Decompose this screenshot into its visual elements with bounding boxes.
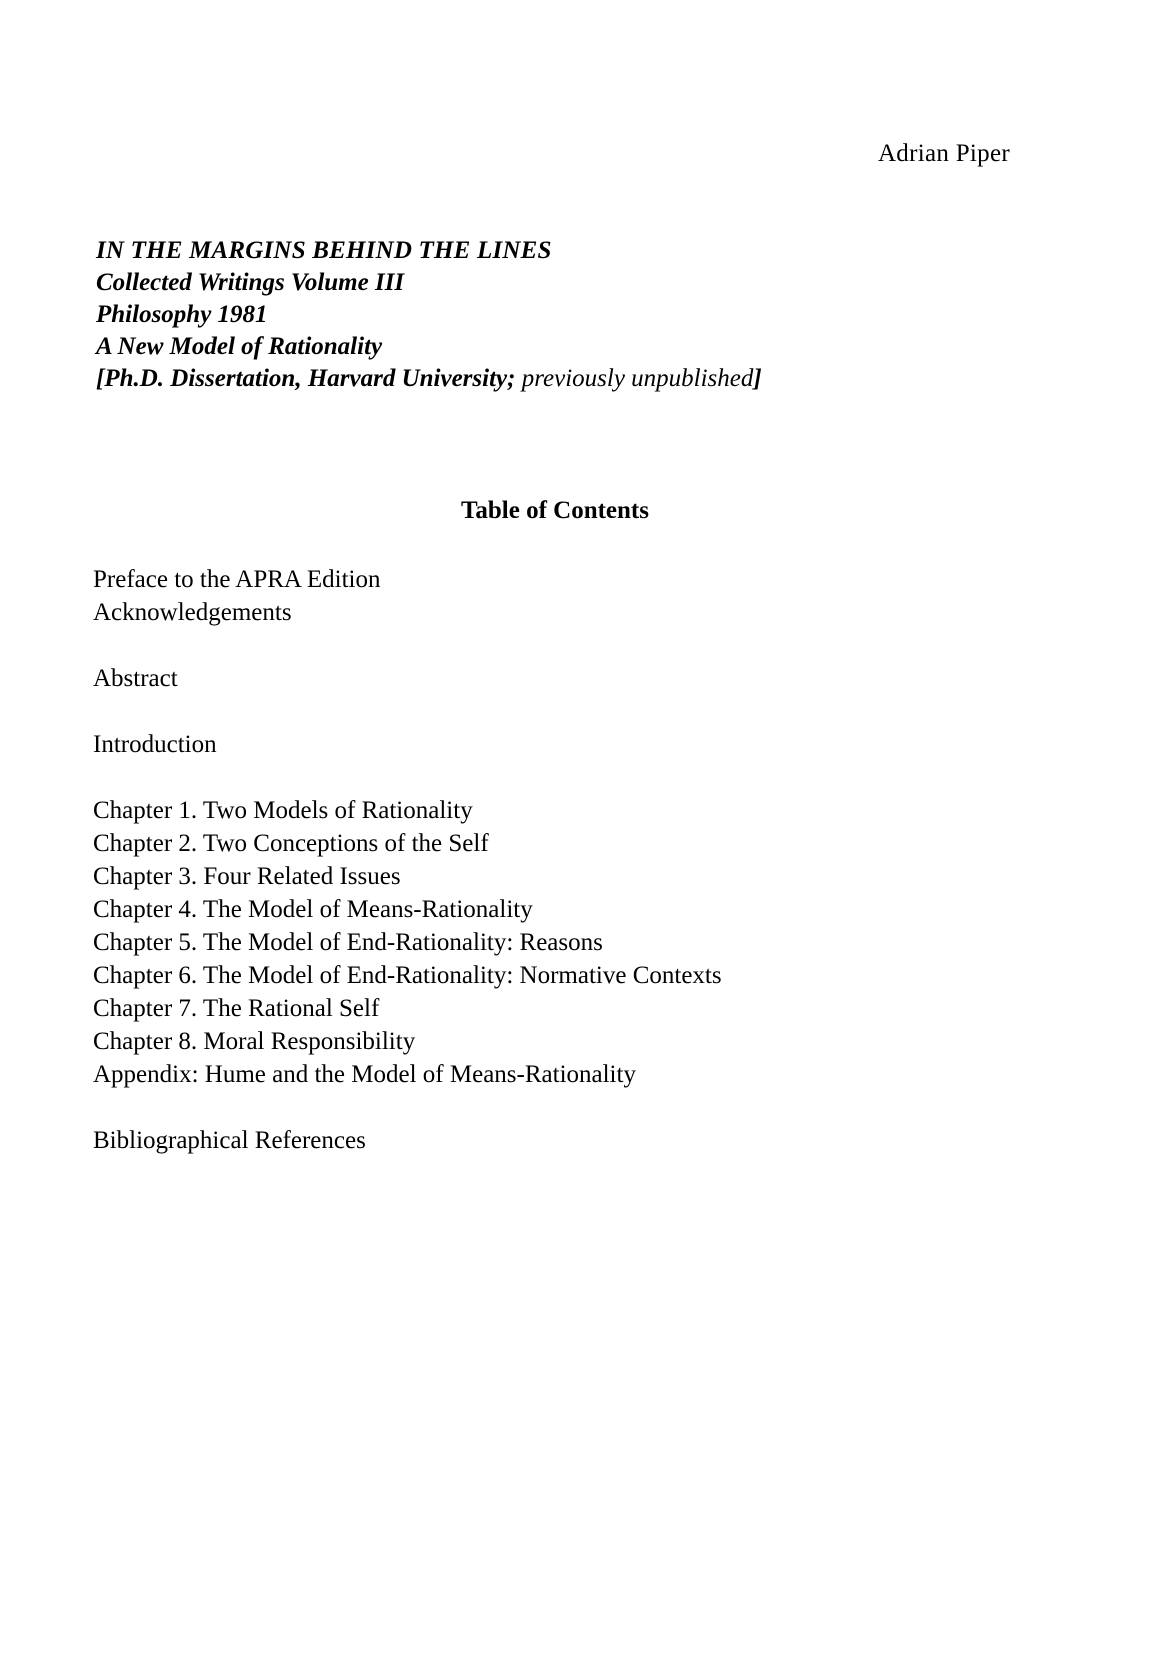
title-line-4: A New Model of Rationality [96, 333, 383, 360]
toc-entry-chapter-5: Chapter 5. The Model of End-Rationality: Reasons [93, 929, 603, 956]
toc-entry-introduction: Introduction [93, 731, 217, 758]
table-of-contents-heading: Table of Contents [461, 497, 649, 524]
toc-entry-chapter-2: Chapter 2. Two Conceptions of the Self [93, 830, 489, 857]
toc-spacer [93, 695, 722, 728]
toc-entry-chapter-7: Chapter 7. The Rational Self [93, 995, 380, 1022]
toc-entry-acknowledgements: Acknowledgements [93, 599, 292, 626]
toc-spacer [93, 761, 722, 794]
toc-entry-chapter-6: Chapter 6. The Model of End-Rationality: Normative Contexts [93, 962, 722, 989]
toc-entry-chapter-8: Chapter 8. Moral Responsibility [93, 1028, 416, 1055]
title-line-1: IN THE MARGINS BEHIND THE LINES [96, 237, 552, 264]
toc-spacer [93, 1091, 722, 1124]
toc-spacer [93, 629, 722, 662]
title-note-italic: Ph.D. Dissertation, Harvard University; [104, 365, 516, 392]
toc-entry-bibliographical-references: Bibliographical References [93, 1127, 366, 1154]
toc-entry-appendix: Appendix: Hume and the Model of Means-Rationality [93, 1061, 636, 1088]
title-line-2: Collected Writings Volume III [96, 269, 405, 296]
toc-entry-chapter-3: Chapter 3. Four Related Issues [93, 863, 401, 890]
toc-entry-abstract: Abstract [93, 665, 178, 692]
toc-entry-chapter-1: Chapter 1. Two Models of Rationality [93, 797, 473, 824]
title-line-3: Philosophy 1981 [96, 301, 268, 328]
title-block [96, 235, 762, 395]
title-note-bracket-open: [ [96, 365, 105, 392]
table-of-contents-list [93, 563, 722, 1157]
title-note-normal: previously unpublished [515, 365, 754, 392]
author-name: Adrian Piper [877, 140, 1010, 167]
toc-entry-preface: Preface to the APRA Edition [93, 566, 381, 593]
toc-entry-chapter-4: Chapter 4. The Model of Means-Rationality [93, 896, 533, 923]
title-note-bracket-close: ] [753, 365, 762, 392]
title-note [96, 363, 762, 395]
